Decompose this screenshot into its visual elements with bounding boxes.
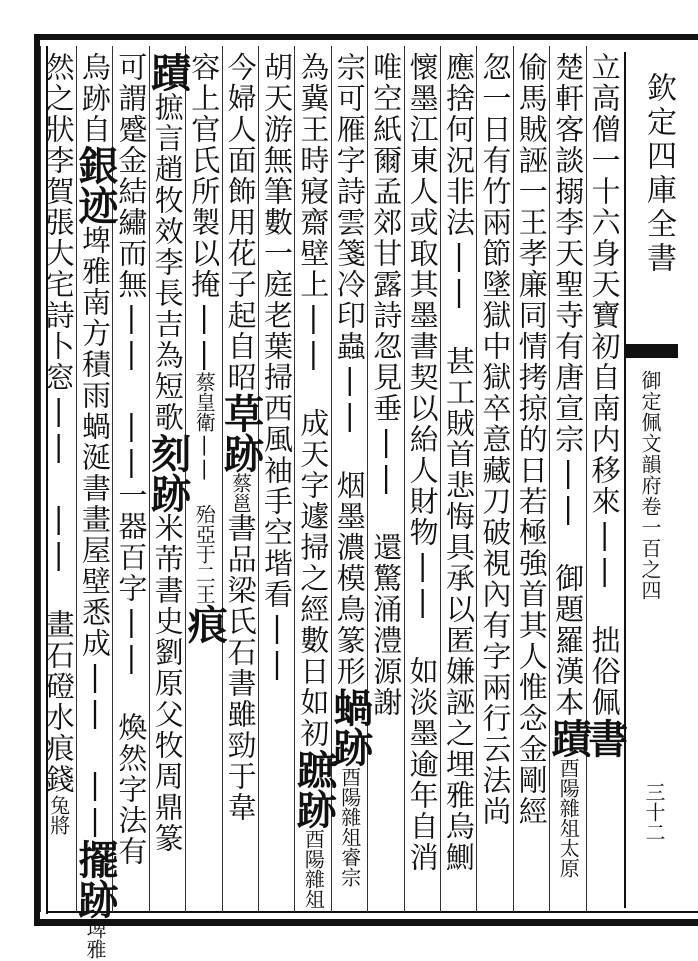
column-text-segment: 書品梁氏石書雖勁于韋 (223, 513, 258, 823)
column-text-segment: 酉陽雜俎睿宗 (337, 767, 362, 887)
volume-title: 御定佩文韻府卷一百之四 (638, 370, 662, 601)
column-text-segment: 烏跡自 (78, 52, 112, 145)
column-text-segment: 米芾書史劉原父牧周鼎篆 (150, 513, 185, 854)
text-column (217, 52, 265, 908)
column-text-segment: 容上官氏所製以掩|| (187, 52, 222, 372)
column-text-segment: 蹟 (144, 52, 192, 92)
text-column (477, 52, 513, 908)
column-text-segment: 楚軒客談搦李天聖寺有唐宣宗|| 御題羅漢本 (551, 52, 586, 718)
text-column (545, 52, 593, 908)
text-column (72, 52, 119, 959)
text-column (441, 52, 477, 908)
column-text-segment: 蔡邕 (228, 473, 253, 513)
column-text-segment: 可謂蹙金結繡而無|| || (114, 52, 149, 480)
column-text-segment: 宗可雁字詩雲箋冷印蟲|| 烟墨濃模鳥篆形 (332, 52, 367, 687)
column-text-segment: 蹠 (290, 749, 338, 789)
text-column (368, 52, 404, 908)
text-column (405, 52, 441, 908)
column-text-segment: 書 (581, 718, 629, 758)
column-text-segment: 唯空紙爾孟郊甘露詩忽見垂|| 還驚涌澧源謝 (369, 52, 404, 718)
text-column (290, 52, 338, 909)
column-text-segment: 摭言趙牧效李長吉為短歌 (150, 92, 185, 433)
page-margin-column (624, 52, 678, 908)
column-text-segment: 草跡 (217, 393, 265, 473)
column-text-segment: 酉陽雜俎太原 (556, 758, 581, 878)
inner-border-bottom (46, 911, 698, 913)
column-text-segment: 銀迹 (72, 145, 119, 225)
column-text-segment: 一器百字|| 煥然字法有 (114, 480, 149, 867)
column-text-segment: 忽一日有竹兩節墜獄中獄卒意藏刀破視內有字兩行云法尚 (478, 52, 513, 827)
fishtail-block (626, 344, 678, 358)
text-column (144, 52, 192, 908)
column-text-segment: 今婦人面飾用花子起自昭 (223, 52, 258, 393)
column-text-segment: 胡天游無筆數一庭老葉掃西風袖手空堦看|| (260, 52, 294, 682)
column-text-segment: 跡 (290, 789, 338, 829)
column-text-segment: 為冀王時寢齋壁上|| 成天字遽掃之經數日如初 (296, 52, 331, 749)
column-text-segment: 刻跡 (144, 433, 192, 513)
text-column (514, 52, 550, 908)
column-text-segment: 應捨何況非法|| 甚工賊首悲悔具承以匿嫌誣之埋雅烏鰂 (442, 52, 476, 873)
page-number: 三十二 (642, 782, 666, 842)
book-title: 欽定四庫全書 (641, 72, 676, 276)
column-text-segment: 蹟 (545, 718, 593, 758)
column-text-segment: 立高僧一十六身天寶初自南内移來|| 拙俗佩 (587, 52, 622, 718)
text-column (581, 52, 629, 908)
column-text-segment: 跡 (326, 727, 374, 767)
column-text-segment: 偷馬賊誣一王孝廉同情拷掠的日若極強首其人惟念金剛經 (514, 52, 549, 827)
column-text-segment: 擺跡 (72, 839, 119, 919)
column-text-segment: 蝸 (326, 687, 374, 727)
column-text-segment: 懷墨江東人或取其墨書契以紿人財物|| 如淡墨逾年自消 (405, 52, 440, 873)
column-text-segment: 痕 (181, 604, 229, 644)
column-text-segment: 酉陽雜俎 (301, 829, 326, 909)
column-text-segment: 埤雅 (83, 919, 107, 959)
column-text-segment: 埤雅南方積雨蝸涎書畫屋壁悉成|| || (78, 225, 112, 839)
text-column (41, 52, 77, 908)
text-column (259, 52, 295, 908)
column-text-segment: 然之狀 (41, 52, 76, 145)
column-text-segment: 李賀張大宅詩卜窓|| || 畫石磴水痕錢 (41, 145, 76, 795)
column-text-segment: 蔡皇衛|| 殆亞于二王 (192, 372, 217, 604)
column-text-segment: 兔將 (46, 795, 71, 835)
